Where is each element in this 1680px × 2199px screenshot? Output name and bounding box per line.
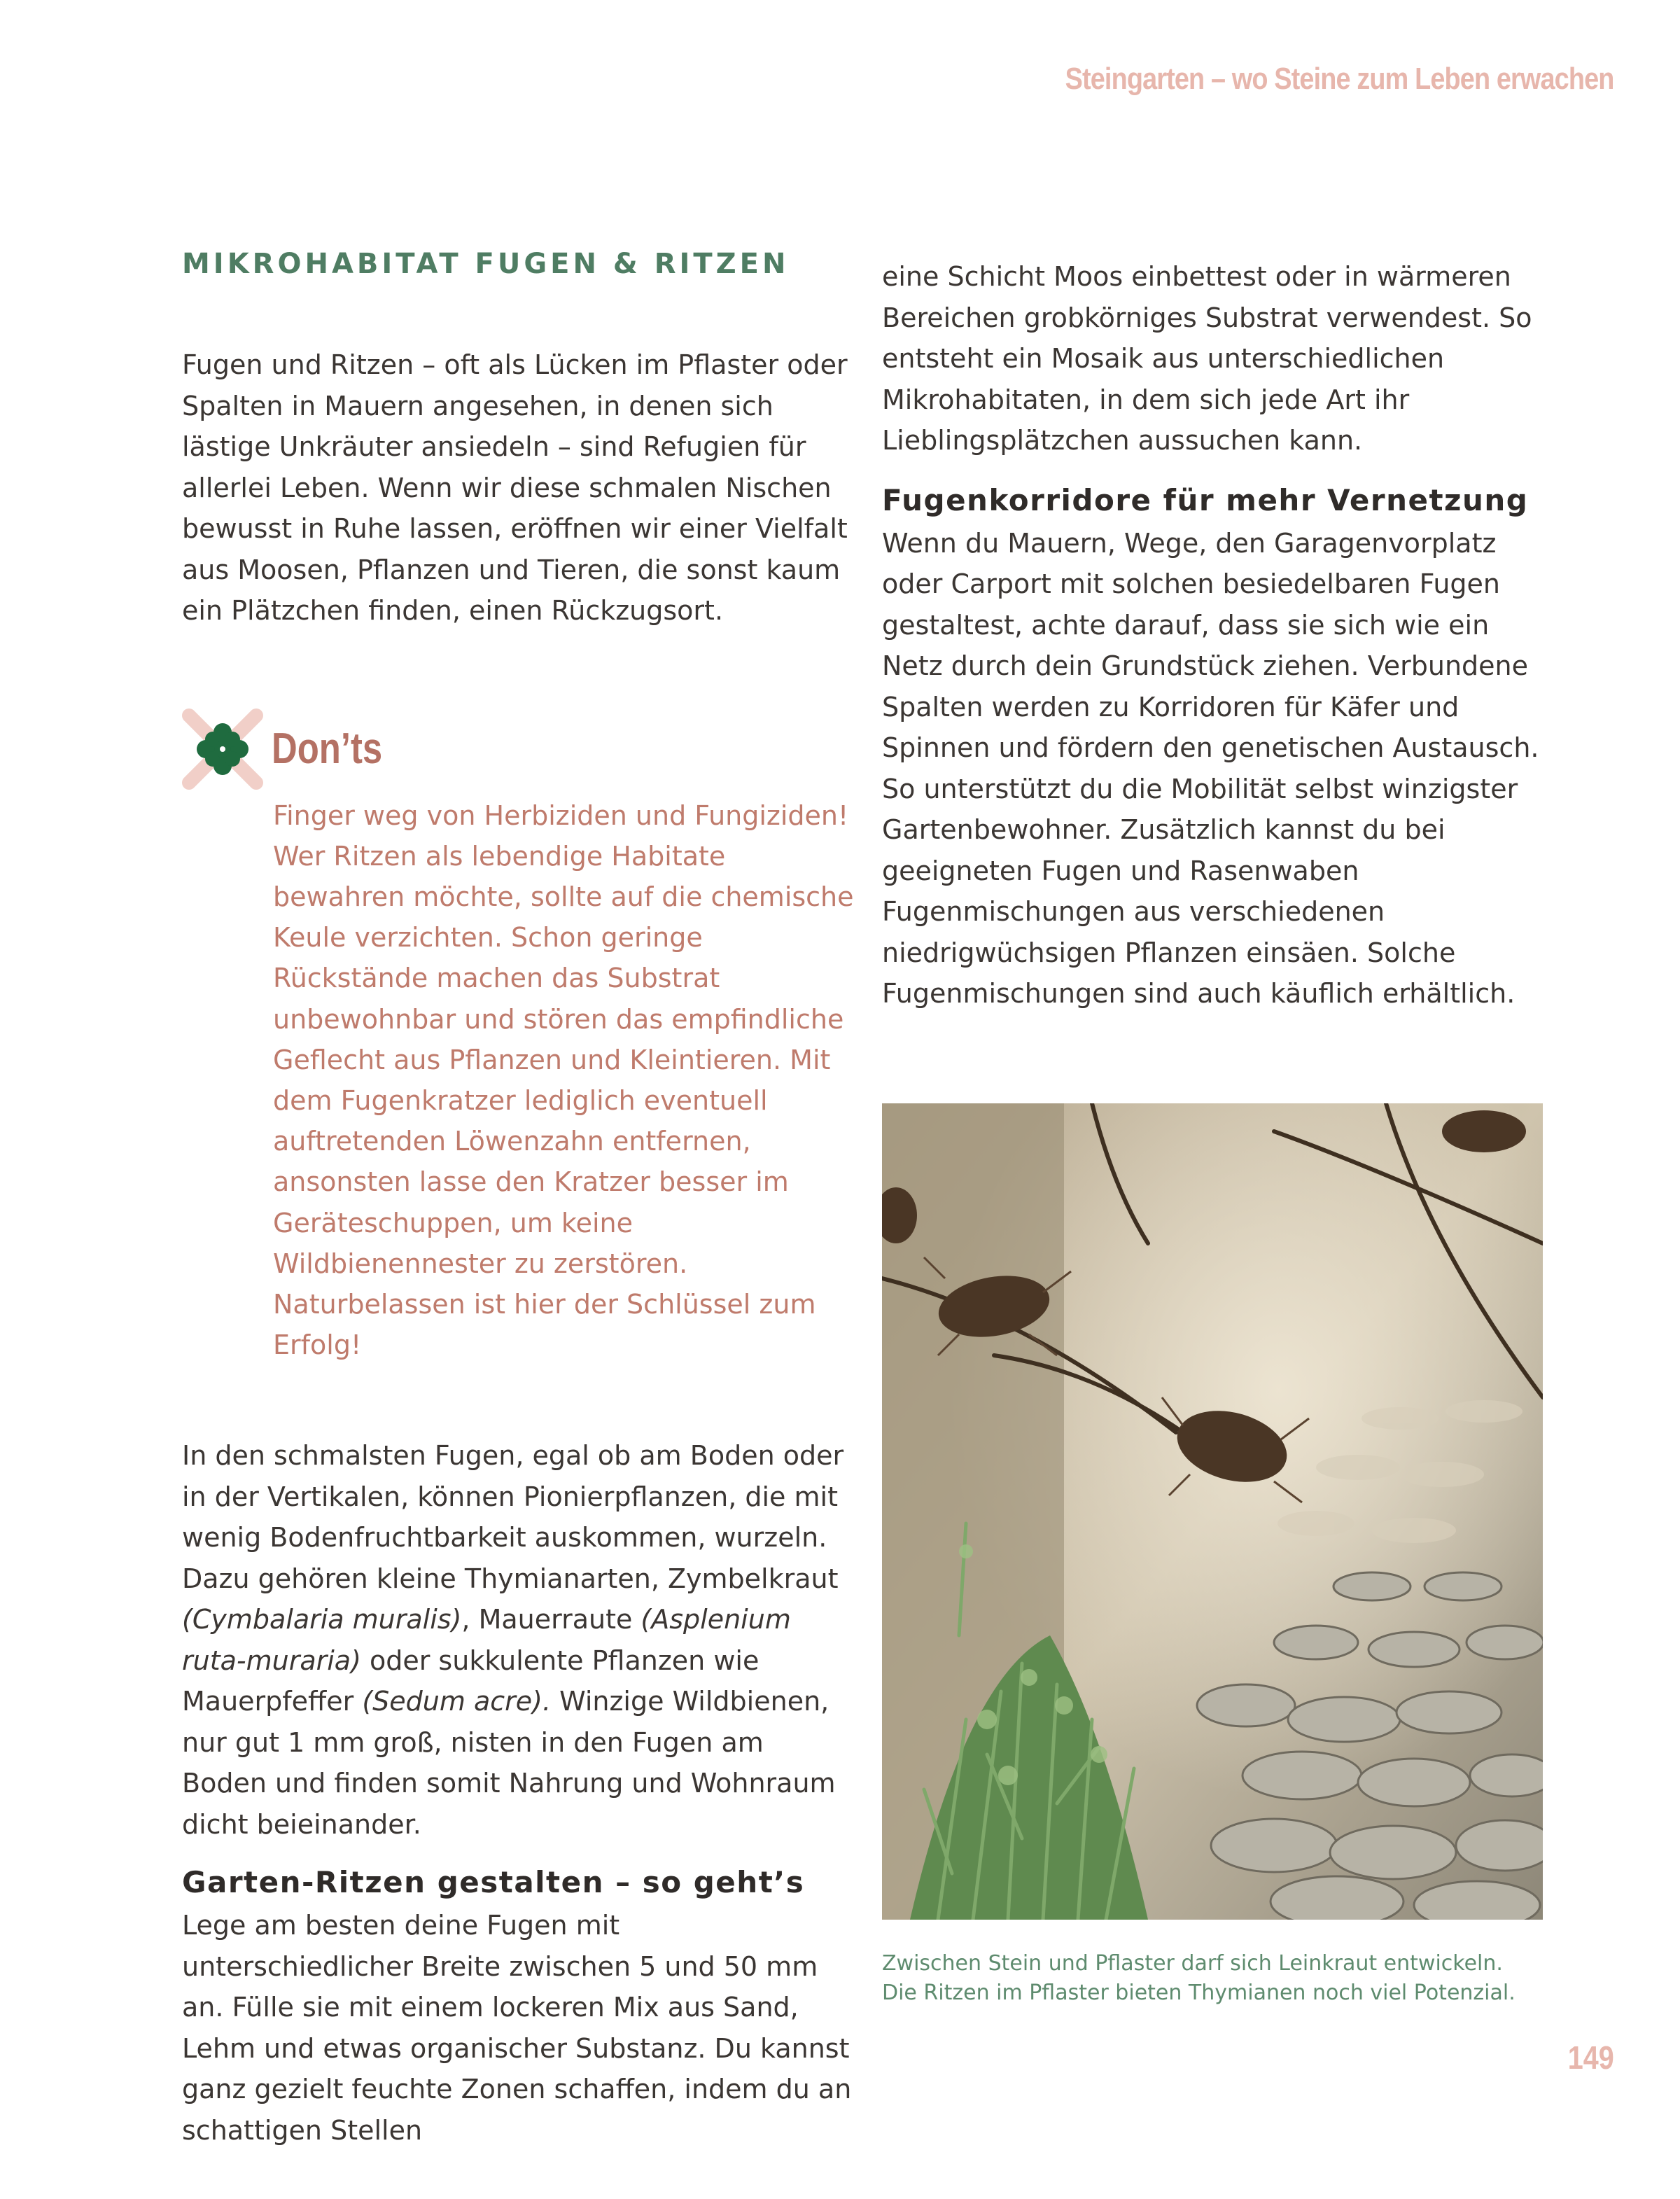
species-asplenium: (Asplenium ruta-muraria) [182, 1604, 791, 1676]
species-sedum: (Sedum acre). [362, 1686, 552, 1717]
pioneer-text-2: , Mauerraute [461, 1604, 641, 1635]
corridor-paragraph: Wenn du Mauern, Wege, den Garagenvorplatz oder Carport mit solchen besiedelbaren Fugen gestaltest, achte darauf, dass sie sich wie ein Netz durch dein Grundstück ziehen. Verbundene Spalten werden zu Korridoren für Käfer und Spinnen und fördern den genetischen Austausch. So unterstützt du die Mobilität selbst winzigster Gartenbewohner. Zusätzlich kannst du bei geeigneten Fugen und Rasenwaben Fugenmischungen aus verschiedenen niedrigwüchsigen Pflanzen einsäen. Solche Fugenmischungen sind auch käuflich erhältlich. [882, 527, 1539, 1009]
running-head: Steingarten – wo Steine zum Leben erwachen [1065, 62, 1614, 96]
right-column [882, 256, 1554, 1014]
left-column [182, 238, 854, 2151]
species-cymbalaria: (Cymbalaria muralis) [182, 1604, 462, 1635]
caption-line-1: Zwischen Stein und Pflaster darf sich Leinkraut entwickeln. [882, 1951, 1503, 1976]
donts-title: Don’ts [272, 725, 383, 773]
pioneer-text-4: Winzige Wildbienen, nur gut 1 mm groß, nisten in den Fugen am Boden und finden somit Nahrung und Wohnraum dicht beieinander. [182, 1686, 836, 1840]
pioneer-text-3: oder sukkulente Pflanzen wie Mauerpfeffer [182, 1645, 760, 1717]
pioneer-text-1: In den schmalsten Fugen, egal ob am Boden oder in der Vertikalen, können Pionierpflanzen, die mit wenig Bodenfruchtbarkeit auskommen, wurzeln. Dazu gehören kleine Thymianarten, Zymbelkraut [182, 1440, 844, 1594]
intro-paragraph: Fugen und Ritzen – oft als Lücken im Pflaster oder Spalten in Mauern angesehen, in denen sich lästige Unkräuter ansiedeln – sind Refugien für allerlei Leben. Wenn wir diese schmalen Nischen bewusst in Ruhe lassen, eröffnen wir einer Vielfalt aus Moosen, Pflanzen und Tieren, die sonst kaum ein Plätzchen finden, einen Rückzugsort. [182, 349, 848, 626]
photo-caption [882, 1949, 1554, 2008]
section-heading: MIKROHABITAT FUGEN & RITZEN [182, 248, 790, 280]
donts-header [182, 707, 854, 791]
caption-line-2: Die Ritzen im Pflaster bieten Thymianen noch viel Potenzial. [882, 1981, 1516, 2005]
continuation-paragraph: eine Schicht Moos einbettest oder in wärmeren Bereichen grobkörniges Substrat verwendest. So entsteht ein Mosaik aus unterschiedlichen Mikrohabitaten, in dem sich jede Art ihr Lieblingsplätzchen aussuchen kann. [882, 261, 1532, 456]
page-number: 149 [1567, 2039, 1614, 2076]
pioneer-plants-paragraph [182, 1435, 854, 1845]
howto-paragraph: Lege am besten deine Fugen mit unterschiedlicher Breite zwischen 5 und 50 mm an. Fülle sie mit einem lockeren Mix aus Sand, Lehm und etwas organischer Substanz. Du kannst ganz gezielt feuchte Zonen schaffen, indem du an schattigen Stellen [182, 1910, 852, 2146]
subheading-fugenkorridore: Fugenkorridore für mehr Vernetzung [882, 482, 1529, 517]
donts-text: Finger weg von Herbiziden und Fungiziden! Wer Ritzen als lebendige Habitate bewahren möchte, sollte auf die chemische Keule verzichten. Schon geringe Rückstände machen das Substrat unbewohnbar und stören das empfindliche Geflecht aus Pflanzen und Kleintieren. Mit dem Fugenkratzer lediglich eventuell auftretenden Löwenzahn entfernen, ansonsten lasse den Kratzer besser im Geräteschuppen, um keine Wildbienennester zu zerstören. Naturbelassen ist hier der Schlüssel zum Erfolg! [273, 800, 854, 1361]
clover-cross-icon [182, 708, 263, 790]
donts-box [182, 707, 854, 1366]
subheading-garden-ritzen: Garten-Ritzen gestalten – so geht’s [182, 1865, 805, 1900]
garden-photo [882, 1103, 1543, 1920]
